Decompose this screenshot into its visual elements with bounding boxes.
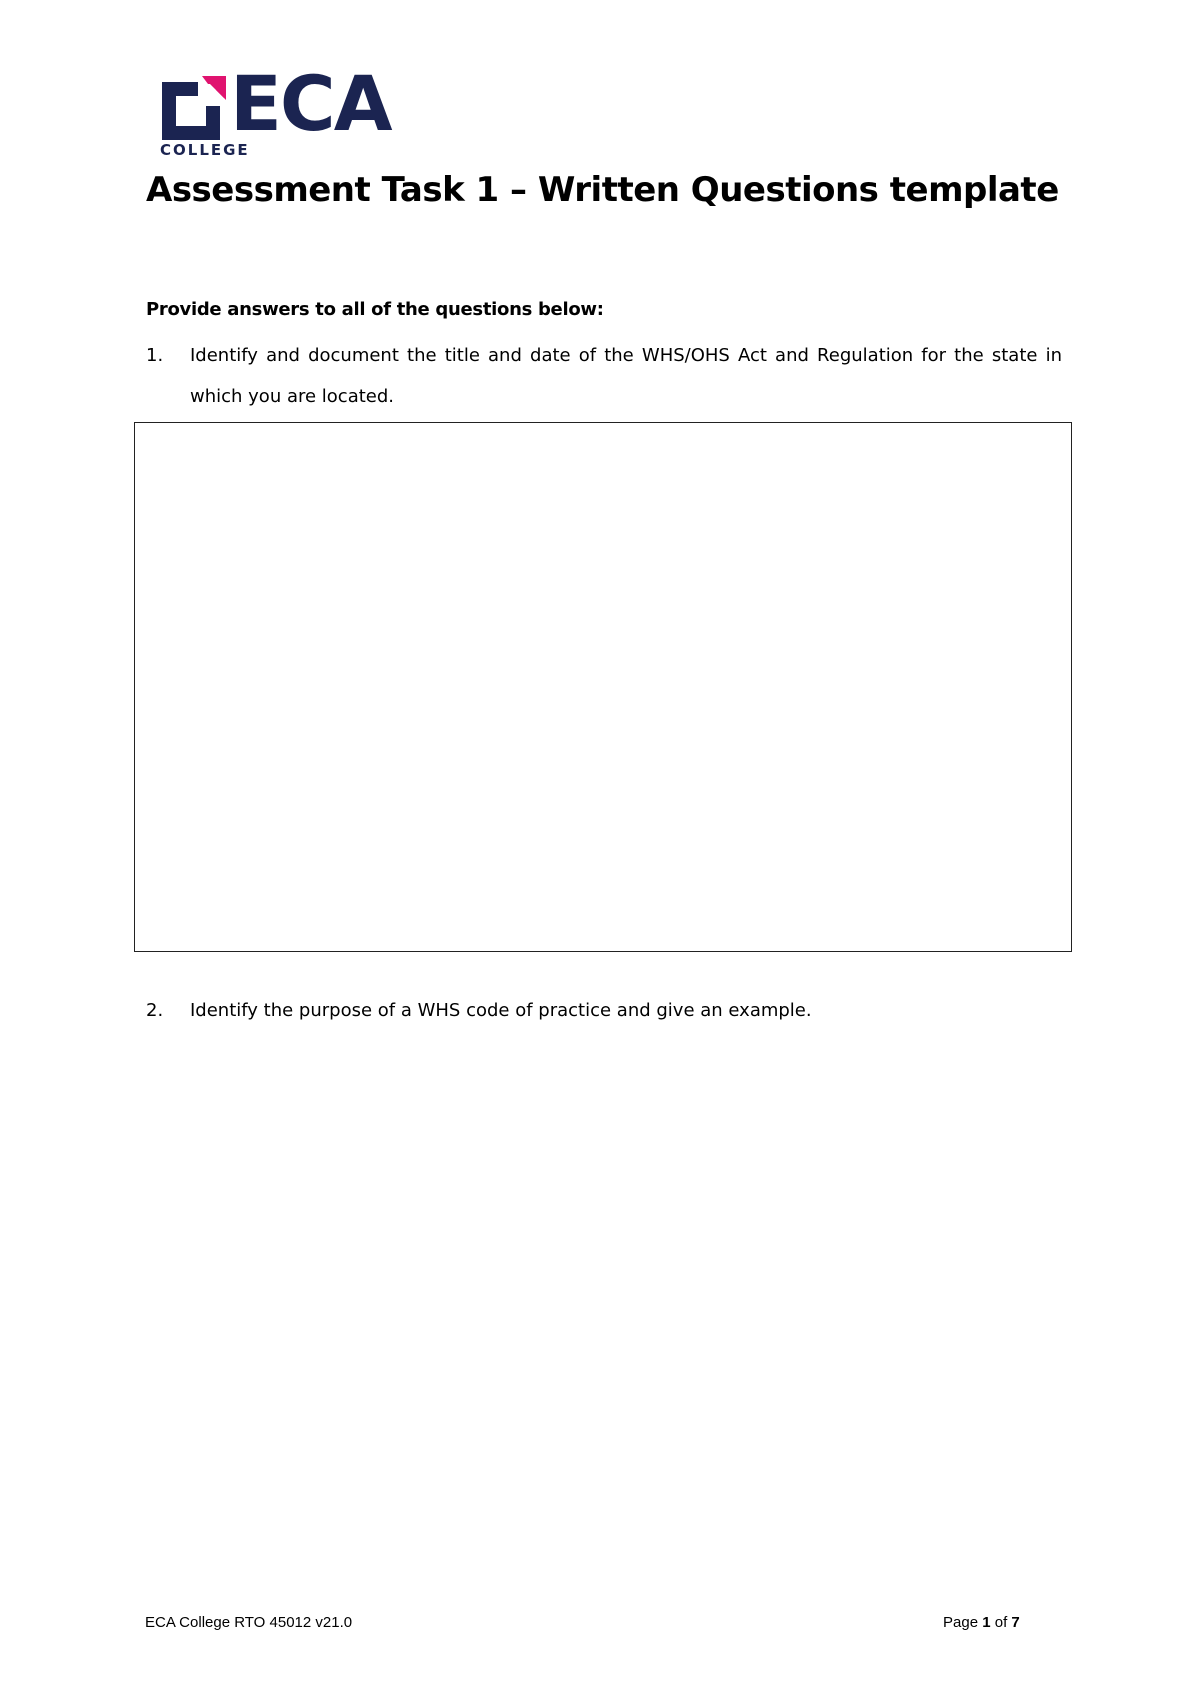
question-number: 2.: [146, 1000, 164, 1021]
question-text: Identify the purpose of a WHS code of practice and give an example.: [190, 1000, 812, 1021]
question-2: [146, 990, 1062, 1031]
page-total: 7: [1011, 1614, 1020, 1631]
page-title: Assessment Task 1 – Written Questions template: [146, 170, 1059, 210]
question-1: [146, 335, 1062, 417]
logo-wordmark: ECA: [230, 59, 391, 148]
question-text: Identify and document the title and date of the WHS/OHS Act and Regulation for the state in which you are located.: [190, 345, 1062, 407]
answer-box-question-1[interactable]: [134, 422, 1072, 952]
page-current: 1: [982, 1614, 991, 1631]
instructions-text: Provide answers to all of the questions below:: [146, 299, 604, 320]
footer-rto-info: ECA College RTO 45012 v21.0: [145, 1614, 353, 1631]
page-of-label: of: [994, 1614, 1008, 1631]
footer-page-number: [943, 1614, 1020, 1631]
eca-college-logo: [160, 59, 410, 160]
page-label: Page: [943, 1614, 979, 1631]
eca-square-mark-icon: [160, 76, 226, 140]
question-number: 1.: [146, 345, 164, 366]
logo-subtitle: COLLEGE: [160, 141, 250, 159]
